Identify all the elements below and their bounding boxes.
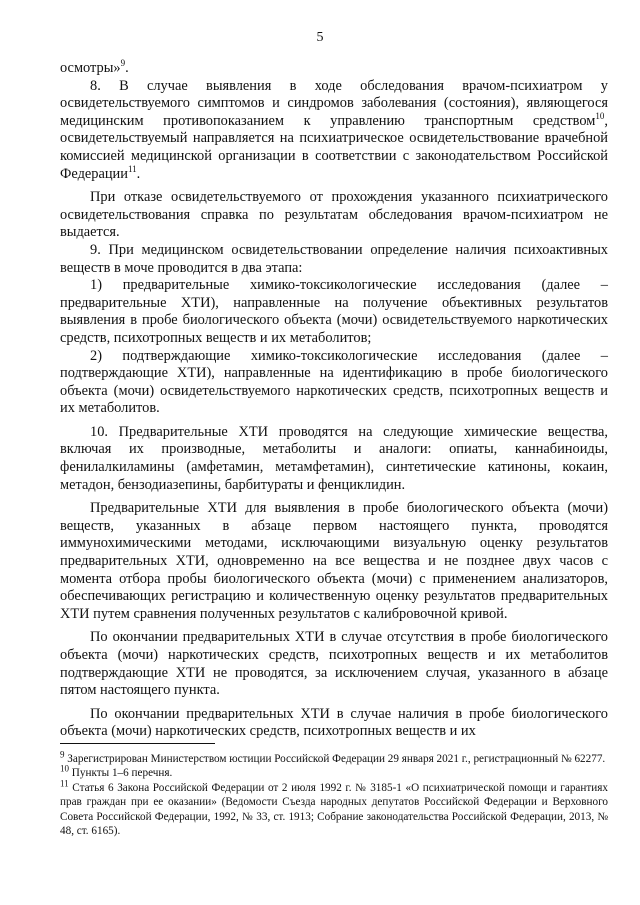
paragraph-4: 1) предварительные химико-токсикологические исследования (далее – предварительные ХТИ), направленные на получение объективных результатов выявления в пробе биологического объекта (мочи) освидетельствуемого наркотических средств, психотропных веществ и их метаболитов;	[60, 277, 608, 346]
footnote-text: Статья 6 Закона Российской Федерации от 2 июля 1992 г. № 3185-1 «О психиатрической помощи и гарантиях прав граждан при ее оказании» (Ведомости Съезда народных депутатов Российской Федерации и Верховного Совета Российской Федерации, 1992, № 33, ст. 1913; Собрание законодательства Российской Федерации, 2013, № 48, ст. 6165).	[60, 781, 608, 838]
footnote-mark: 10	[60, 763, 69, 774]
footnotes	[60, 749, 608, 838]
paragraph-9: По окончании предварительных ХТИ в случае наличия в пробе биологического объекта (мочи) наркотических средств, психотропных веществ и их	[60, 705, 608, 740]
document-body	[60, 60, 608, 741]
paragraph-1	[60, 78, 608, 184]
paragraph-text: 8. В случае выявления в ходе обследования врачом-психиатром у освидетельствуемого симптомов и синдромов заболевания (состояния), являющегося медицинским противопоказанием к управлению транспортным средством	[60, 77, 608, 129]
footnote-ref: 10	[595, 110, 605, 121]
paragraph-text: .	[136, 165, 141, 182]
footnote-text: Пункты 1–6 перечня.	[69, 767, 173, 780]
paragraph-5: 2) подтверждающие химико-токсикологические исследования (далее – подтверждающие ХТИ), направленные на идентификацию в пробе биологического объекта (мочи) освидетельствуемого наркотических средств, психотропных веществ и их метаболитов.	[60, 347, 608, 417]
paragraph-7: Предварительные ХТИ для выявления в пробе биологического объекта (мочи) веществ, указанных в абзаце первом настоящего пункта, проводятся иммунохимическими методами, исключающими визуальную оценку результатов предварительных ХТИ, одновременно на все вещества и не позднее двух часов с момента отбора пробы биологического объекта (мочи) с применением анализаторов, обеспечивающих регистрацию и количественную оценку результатов предварительных ХТИ путем сравнения полученных результатов с калибровочной кривой.	[60, 500, 608, 622]
paragraph-2: При отказе освидетельствуемого от прохождения указанного психиатрического освидетельствования справка по результатам обследования врачом-психиатром не выдается.	[60, 189, 608, 241]
footnote-9	[60, 749, 608, 766]
paragraph-0	[60, 60, 608, 78]
paragraph-text: , освидетельствуемый направляется на психиатрическое освидетельствование врачебной комиссией медицинской организации в соответствии с законодательством Российской Федерации	[60, 112, 608, 182]
footnote-ref: 9	[120, 58, 126, 69]
paragraph-text: .	[125, 60, 129, 76]
page-number: 5	[316, 30, 324, 45]
footnote-mark: 11	[60, 778, 69, 789]
paragraph-3: 9. При медицинском освидетельствовании определение наличия психоактивных веществ в моче проводится в два этапа:	[60, 241, 608, 276]
paragraph-8: По окончании предварительных ХТИ в случае отсутствия в пробе биологического объекта (мочи) наркотических средств, психотропных веществ и их метаболитов подтверждающие ХТИ не проводятся, за исключением случая, указанного в абзаце пятом настоящего пункта.	[60, 629, 608, 699]
paragraph-text: осмотры»	[60, 60, 121, 76]
paragraph-6: 10. Предварительные ХТИ проводятся на следующие химические вещества, включая их производные, метаболиты и аналоги: опиаты, каннабиноиды, фенилалкиламины (амфетамин, метамфетамин), синтетические катиноны, кокаин, метадон, бензодиазепины, барбитураты и фенциклидин.	[60, 423, 608, 493]
footnote-text: Зарегистрирован Министерством юстиции Российской Федерации 29 января 2021 г., регистрационный № 62277.	[64, 753, 606, 765]
footnote-ref: 11	[127, 163, 137, 174]
footnote-10	[60, 763, 608, 780]
footnote-11	[60, 778, 608, 839]
footnote-mark: 9	[60, 749, 65, 760]
footnote-divider	[60, 743, 215, 744]
